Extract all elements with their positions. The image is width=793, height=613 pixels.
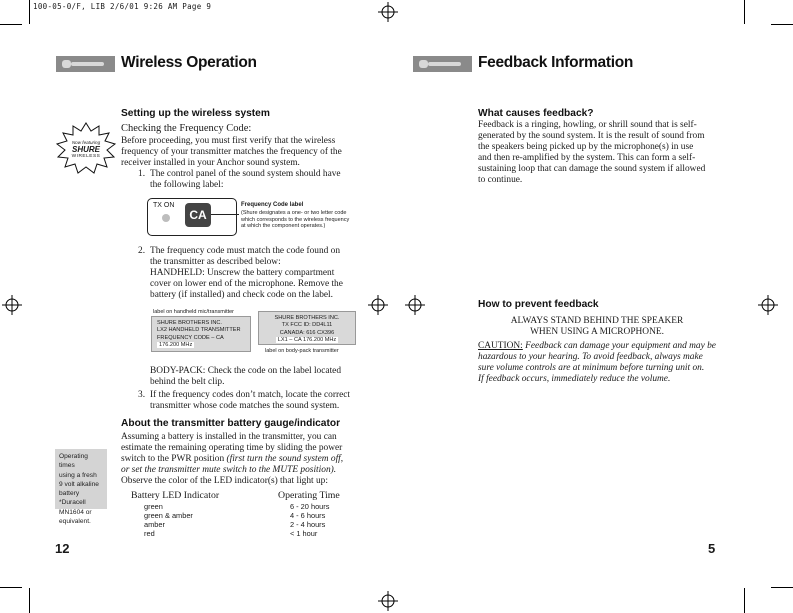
text-line: and then re-amplified by the system. This can form a self-: [478, 152, 696, 163]
text-line: Observe the color of the LED indicator(s) that light up:: [121, 475, 328, 486]
text-line: LX1 – CA 176.200 MHz: [277, 337, 337, 344]
text-line: If feedback occurs, immediately reduce the volume.: [478, 373, 671, 384]
microphone-icon: [419, 58, 463, 70]
page-number: 5: [708, 541, 716, 556]
registration-mark-icon: [2, 295, 22, 315]
trim-mark: [771, 587, 793, 588]
text-line: sustaining loop that can damage the sound system if allowed: [478, 163, 706, 174]
text-line: Feedback can damage your equipment and may be: [525, 341, 716, 351]
operating-time: 4 - 6 hours: [290, 511, 326, 520]
text-line: If the frequency codes don’t match, locate the correct: [150, 390, 350, 400]
subheading: Checking the Frequency Code:: [121, 123, 252, 134]
text-line: frequency of your transmitter matches the frequency of the: [121, 146, 342, 157]
badge-line: Now featuring: [71, 140, 101, 145]
step-text: [150, 246, 343, 301]
trim-mark: [771, 24, 793, 25]
section-heading: What causes feedback?: [478, 108, 594, 119]
text-line: Operating times: [59, 453, 88, 470]
text-line: the speakers being picked up by the microphone(s) in use: [478, 141, 694, 152]
tx-on-label: TX ON: [153, 202, 175, 209]
text-line: receiver installed in your Anchor sound system.: [121, 157, 300, 168]
arrow-line: [211, 214, 239, 215]
step-number: 3.: [138, 390, 146, 400]
operating-time: 6 - 20 hours: [290, 502, 330, 511]
badge-brand: SHURE: [71, 145, 100, 154]
trim-mark: [744, 588, 745, 613]
text-line: generated by the sound system. It is the result of sound from: [478, 130, 705, 141]
text-line: WHEN USING A MICROPHONE.: [530, 326, 664, 337]
led-color: red: [144, 529, 155, 538]
header-bar: [56, 56, 115, 72]
registration-mark-icon: [368, 295, 388, 315]
handheld-caption: label on handheld mic/transmitter: [153, 309, 235, 315]
step-text: [150, 390, 350, 412]
trim-mark: [744, 0, 745, 24]
section-heading: About the transmitter battery gauge/indicator: [121, 418, 341, 429]
frequency-code-display: CA: [185, 203, 211, 227]
text-line: The frequency code must match the code found on: [150, 246, 341, 256]
text-line: FREQUENCY CODE – CA: [157, 334, 224, 341]
indicator-light-icon: [162, 214, 170, 222]
text-line: SHURE BROTHERS INC.: [274, 315, 340, 321]
text-line: Before proceeding, you must first verify that the wireless: [121, 136, 336, 146]
text-line: or set the transmitter mute switch to the MUTE position).: [121, 464, 337, 475]
trim-mark: [0, 24, 22, 25]
text-line: 9 volt alkaline: [59, 480, 99, 488]
page-title: Wireless Operation: [121, 54, 257, 71]
bodypack-text: [150, 366, 341, 388]
text-line: equivalent.: [59, 518, 91, 526]
sidebar-note: [55, 449, 107, 526]
text-line: MN1604 or: [59, 508, 92, 516]
caution-text: [478, 341, 716, 385]
registration-mark-icon: [405, 295, 425, 315]
text-line: battery (if installed) and check code on the label.: [150, 289, 333, 300]
text-line: (Shure designates a one- or two letter code: [241, 210, 347, 216]
table-row: [144, 502, 193, 538]
registration-mark-icon: [758, 295, 778, 315]
battery-table: [131, 490, 361, 540]
text-line: which corresponds to the wireless frequency: [241, 216, 350, 223]
table-header: Operating Time: [278, 490, 340, 501]
text-line: at which the component operates.): [241, 223, 326, 230]
trim-mark: [0, 587, 22, 588]
warning-caps: [478, 316, 716, 338]
text-line: switch to the PWR position: [121, 453, 225, 464]
freq-label-note: [241, 210, 349, 230]
step-text: [150, 169, 341, 191]
text-line: hazardous to your hearing. To avoid feedback, always make: [478, 351, 703, 362]
operating-time: 2 - 4 hours: [290, 520, 326, 529]
handheld-label: [151, 316, 251, 352]
text-line: using a fresh: [59, 471, 97, 479]
section-heading: How to prevent feedback: [478, 299, 599, 310]
trim-mark: [29, 588, 30, 613]
page-title: Feedback Information: [478, 54, 634, 71]
text-line: to continue.: [478, 174, 523, 185]
text-line: BODY-PACK: Check the code on the label located: [150, 366, 342, 376]
shure-badge: [55, 122, 117, 174]
text-line: the following label:: [150, 179, 224, 190]
caution-label: CAUTION:: [478, 341, 523, 351]
text-line: (first turn the sound system off,: [226, 453, 344, 464]
text-line: cover on lower end of the microphone. Remove the: [150, 278, 343, 289]
header-bar: [413, 56, 472, 72]
operating-time: < 1 hour: [290, 529, 318, 538]
text-line: LX2 HANDHELD TRANSMITTER: [157, 327, 241, 334]
led-color: amber: [144, 520, 165, 529]
print-slug: 100-05-0/F, LIB 2/6/01 9:26 AM Page 9: [33, 2, 212, 11]
battery-text: [121, 432, 343, 487]
microphone-icon: [62, 58, 106, 70]
page-number: 12: [55, 541, 70, 556]
badge-line: WIRELESS: [71, 154, 101, 159]
text-line: Assuming a battery is installed in the transmitter, you can: [121, 432, 337, 442]
led-color: green: [144, 502, 163, 511]
table-row: [290, 502, 329, 538]
text-line: estimate the remaining operating time by sliding the power: [121, 442, 343, 453]
text-line: CANADA: 616 CX396: [279, 329, 335, 336]
text-line: Feedback is a ringing, howling, or shrill sound that is self-: [478, 120, 697, 130]
text-line: 176.200 MHz: [159, 342, 193, 349]
text-line: transmitter whose code matches the sound system.: [150, 400, 340, 411]
text-line: HANDHELD: Unscrew the battery compartment: [150, 267, 335, 278]
intro-text: [121, 136, 342, 169]
table-header: Battery LED Indicator: [131, 490, 220, 501]
text-line: ALWAYS STAND BEHIND THE SPEAKER: [510, 316, 684, 326]
text-line: sure volume controls are at minimum before turning unit on.: [478, 362, 705, 373]
text-line: behind the belt clip.: [150, 376, 225, 387]
text-line: battery *Duracell: [59, 490, 86, 507]
section-heading: Setting up the wireless system: [121, 108, 270, 119]
bodypack-label: [258, 311, 356, 345]
registration-mark-icon: [378, 2, 398, 22]
text-line: The control panel of the sound system should have: [150, 169, 341, 179]
trim-mark: [29, 0, 30, 24]
text-line: TX FCC ID: DD4L11: [281, 322, 333, 329]
registration-mark-icon: [378, 591, 398, 611]
text-line: SHURE BROTHERS INC.: [157, 320, 222, 326]
step-number: 1.: [138, 169, 146, 179]
led-color: green & amber: [144, 511, 193, 520]
freq-label-title: Frequency Code label: [241, 202, 304, 208]
step-number: 2.: [138, 246, 146, 256]
text-line: the transmitter as described below:: [150, 256, 281, 267]
feedback-text: [478, 120, 705, 185]
bodypack-caption: label on body-pack transmitter: [265, 348, 339, 354]
